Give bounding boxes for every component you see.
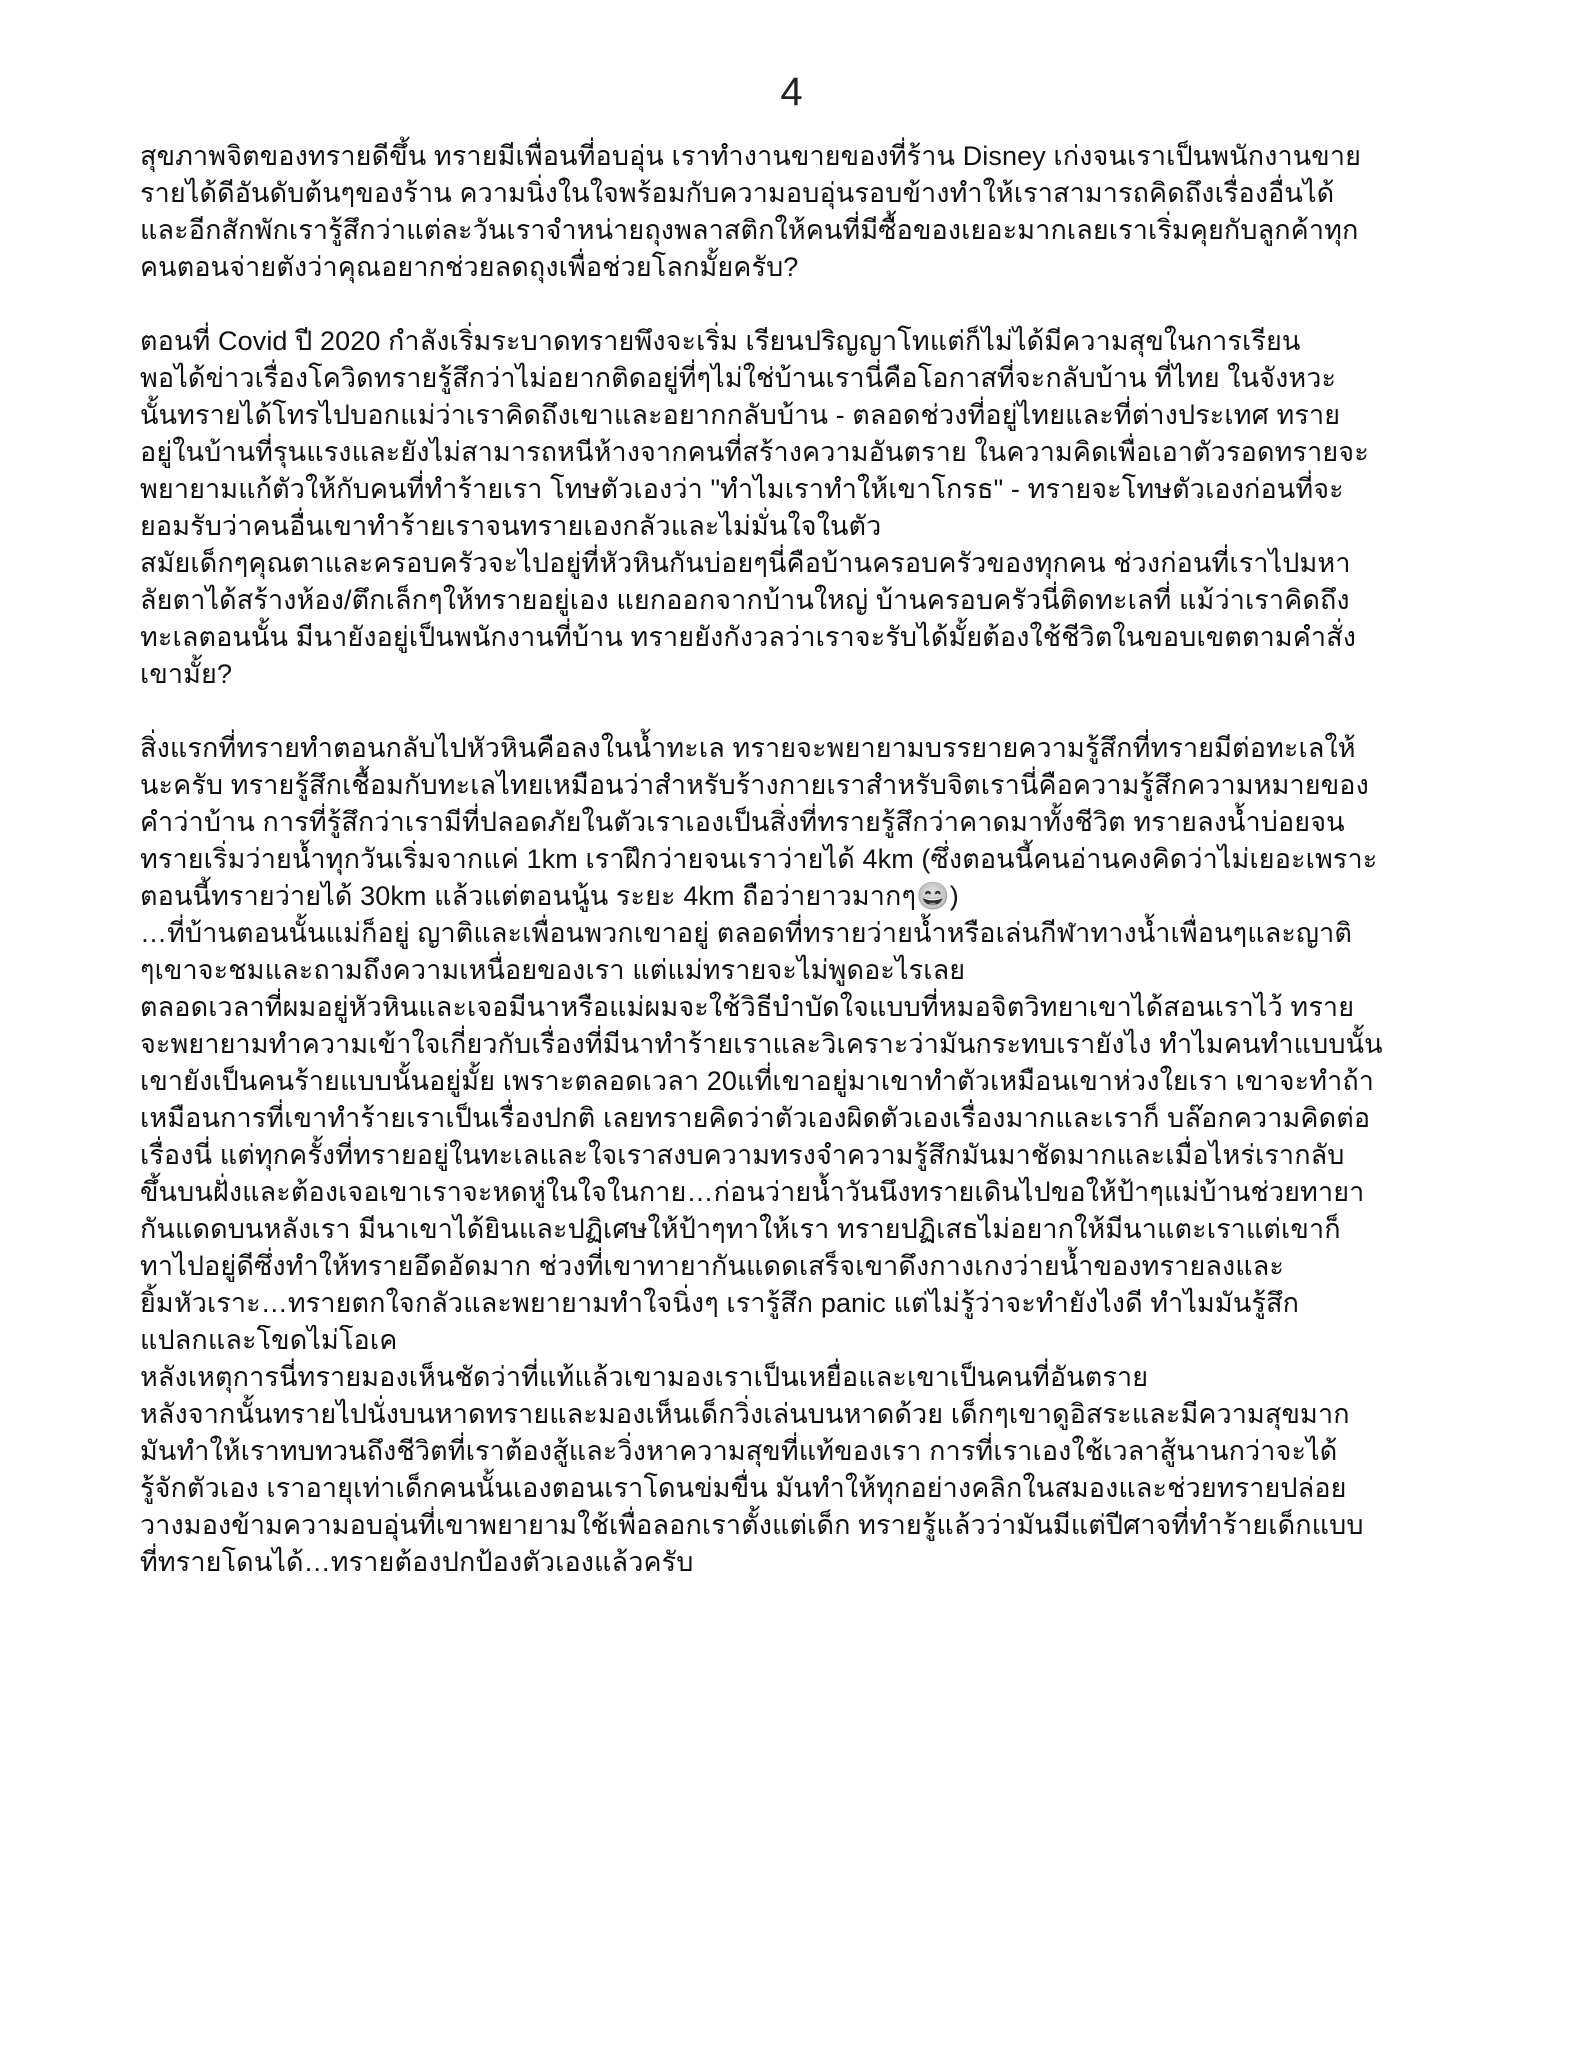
text-line: ทะเลตอนนั้น มีนายังอยู่เป็นพนักงานที่บ้าน ทรายยังกังวลว่าเราจะรับได้มั้ยต้องใช้ชีวิตในขอบเขตตามคำสั่ง [140, 622, 1356, 652]
text-line: ตอนที่ Covid ปี 2020 กำลังเริ่มระบาดทรายพึงจะเริ่ม เรียนปริญญาโทแต่ก็ไม่ได้มีความสุขในการเรียน [140, 326, 1301, 356]
text-line: คำว่าบ้าน การที่รู้สึกว่าเรามีที่ปลอดภัยในตัวเราเองเป็นสิ่งที่ทรายรู้สึกว่าคาดมาทั้งชีวิต ทรายลงน้ำบ่อยจน [140, 807, 1345, 837]
text-line: ทรายเริ่มว่ายน้ำทุกวันเริ่มจากแค่ 1km เราฝึกว่ายจนเราว่ายได้ 4km (ซึ่งตอนนี้คนอ่านคงคิดว่าไม่เยอะเพราะ [140, 844, 1378, 874]
text-line: ทาไปอยู่ดีซึ่งทำให้ทรายอึดอัดมาก ช่วงที่เขาทายากันแดดเสร็จเขาดึงกางเกงว่ายน้ำของทรายลงและ [140, 1251, 1285, 1281]
text-line: จะพยายามทำความเข้าใจเกี่ยวกับเรื่องที่มีนาทำร้ายเราและวิเคราะว่ามันกระทบเรายังไง ทำไมคนทำแบบนั้น [140, 1029, 1383, 1059]
text-line: เขายังเป็นคนร้ายแบบนั้นอยู่มั้ย เพราะตลอดเวลา 20แที่เขาอยู่มาเขาทำตัวเหมือนเขาห่วงใยเรา เขาจะทำถ้า [140, 1066, 1375, 1096]
text-line: ตอนนี้ทรายว่ายได้ 30km แล้วแต่ตอนนู้น ระยะ 4km ถือว่ายาวมากๆ😄) [140, 881, 959, 911]
paragraph [140, 323, 1473, 693]
paragraph [140, 730, 1473, 1581]
text-line: เหมือนการที่เขาทำร้ายเราเป็นเรื่องปกติ เลยทรายคิดว่าตัวเองผิดตัวเองเรื่องมากและเราก็ บล๊อกความคิดต่อ [140, 1103, 1371, 1133]
text-line: รู้จักตัวเอง เราอายุเท่าเด็กคนนั้นเองตอนเราโดนข่มขื่น มันทำให้ทุกอย่างคลิกในสมองและช่วยทรายปล่อย [140, 1473, 1347, 1503]
text-line: เขามั้ย? [140, 659, 233, 689]
text-line: และอีกสักพักเรารู้สึกว่าแต่ละวันเราจำหน่ายถุงพลาสติกให้คนที่มีซื้อของเยอะมากเลยเราเริ่มคุยกับลูกค้าทุก [140, 215, 1359, 245]
text-line: สุขภาพจิตของทรายดีขึ้น ทรายมีเพื่อนที่อบอุ่น เราทำงานขายของที่ร้าน Disney เก่งจนเราเป็นพนักงานขาย [140, 141, 1362, 171]
text-line: กันแดดบนหลังเรา มีนาเขาได้ยินและปฏิเศษให้ป้าๆทาให้เรา ทรายปฏิเสธไม่อยากให้มีนาแตะเราแต่เขาก็ [140, 1214, 1341, 1244]
text-line: คนตอนจ่ายตังว่าคุณอยากช่วยลดถุงเพื่อช่วยโลกมั้ยครับ? [140, 252, 799, 282]
page-number: 4 [780, 70, 803, 114]
text-line: ยอมรับว่าคนอื่นเขาทำร้ายเราจนทรายเองกลัวและไม่มั่นใจในตัว [140, 511, 882, 541]
text-line: ขึ้นบนฝั่งและต้องเจอเขาเราจะหดหู่ในใจในกาย…ก่อนว่ายน้ำวันนึงทรายเดินไปขอให้ป้าๆแม่บ้านช่วยทายา [140, 1177, 1365, 1207]
text-line: รายได้ดีอันดับต้นๆของร้าน ความนิ่งในใจพร้อมกับความอบอุ่นรอบข้างทำให้เราสามารถคิดถึงเรื่องอื่นได้ [140, 178, 1335, 208]
text-line: นั้นทรายได้โทรไปบอกแม่ว่าเราคิดถึงเขาและอยากกลับบ้าน - ตลอดช่วงที่อยู่ไทยและที่ต่างประเทศ ทราย [140, 400, 1341, 430]
text-line: ยิ้มหัวเราะ…ทรายตกใจกลัวและพยายามทำใจนิ่งๆ เรารู้สึก panic แต่ไม่รู้ว่าจะทำยังไงดี ทำไมมันรู้สึก [140, 1288, 1300, 1318]
text-line: วางมองข้ามความอบอุ่นที่เขาพยายามใช้เพื่อลอกเราตั้งแต่เด็ก ทรายรู้แล้วว่ามันมีแต่ปีศาจที่ทำร้ายเด็กแบบ [140, 1510, 1364, 1540]
text-line: อยู่ในบ้านที่รุนแรงและยังไม่สามารถหนีห้างจากคนที่สร้างความอันตราย ในความคิดเพื่อเอาตัวรอดทรายจะ [140, 437, 1369, 467]
paragraph [140, 138, 1473, 286]
text-line: ตลอดเวลาที่ผมอยู่หัวหินและเจอมีนาหรือแม่ผมจะใช้วิธีบำบัดใจแบบที่หมอจิตวิทยาเขาได้สอนเราไว้ ทราย [140, 992, 1355, 1022]
text-line: ที่ทรายโดนได้…ทรายต้องปกป้องตัวเองแล้วครับ [140, 1547, 694, 1577]
text-line: แปลกและโขดไม่โอเค [140, 1325, 398, 1355]
text-line: เรื่องนี่ แต่ทุกครั้งที่ทรายอยู่ในทะเลและใจเราสงบความทรงจำความรู้สึกมันมาชัดมากและเมื่อไหร่เรากลับ [140, 1140, 1345, 1170]
text-line: …ที่บ้านตอนนั้นแม่ก็อยู่ ญาติและเพื่อนพวกเขาอยู่ ตลอดที่ทรายว่ายน้ำหรือเล่นกีฬาทางน้ำเพื่อนๆและญาติ [140, 918, 1352, 948]
text-line: ลัยตาได้สร้างห้อง/ตึกเล็กๆให้ทรายอยู่เอง แยกออกจากบ้านใหญ่ บ้านครอบครัวนี่ติดทะเลที่ แม้ว่าเราคิดถึง [140, 585, 1350, 615]
text-line: หลังจากนั้นทรายไปนั่งบนหาดทรายและมองเห็นเด็กวิ่งเล่นบนหาดด้วย เด็กๆเขาดูอิสระและมีความสุขมาก [140, 1399, 1350, 1429]
text-line: พอได้ข่าวเรื่องโควิดทรายรู้สึกว่าไม่อยากติดอยู่ที่ๆไม่ใช่บ้านเรานี่คือโอกาสที่จะกลับบ้าน ที่ไทย ในจังหวะ [140, 363, 1337, 393]
text-line: มันทำให้เราทบทวนถึงชีวิตที่เราต้องสู้และวิ่งหาความสุขที่แท้ของเรา การที่เราเองใช้เวลาสู้นานกว่าจะได้ [140, 1436, 1338, 1466]
text-line: พยายามแก้ตัวให้กับคนที่ทำร้ายเรา โทษตัวเองว่า "ทำไมเราทำให้เขาโกรธ" - ทรายจะโทษตัวเองก่อนที่จะ [140, 474, 1344, 504]
text-line: สิ่งแรกที่ทรายทำตอนกลับไปหัวหินคือลงในน้ำทะเล ทรายจะพยายามบรรยายความรู้สึกที่ทรายมีต่อทะเลให้ [140, 733, 1356, 763]
text-line: ๆเขาจะชมและถามถึงความเหนื่อยของเรา แต่แม่ทรายจะไม่พูดอะไรเลย [140, 955, 966, 985]
text-line: หลังเหตุการนี่ทรายมองเห็นชัดว่าที่แท้แล้วเขามองเราเป็นเหยื่อและเขาเป็นคนที่อันตราย [140, 1362, 1149, 1392]
page-body [140, 138, 1473, 1581]
text-line: สมัยเด็กๆคุณตาและครอบครัวจะไปอยู่ที่หัวหินกันบ่อยๆนี่คือบ้านครอบครัวของทุกคน ช่วงก่อนที่เราไปมหา [140, 548, 1351, 578]
text-line: นะครับ ทรายรู้สึกเชื้อมกับทะเลไทยเหมือนว่าสำหรับร้างกายเราสำหรับจิตเรานี่คือความรู้สึกความหมายของ [140, 770, 1369, 800]
